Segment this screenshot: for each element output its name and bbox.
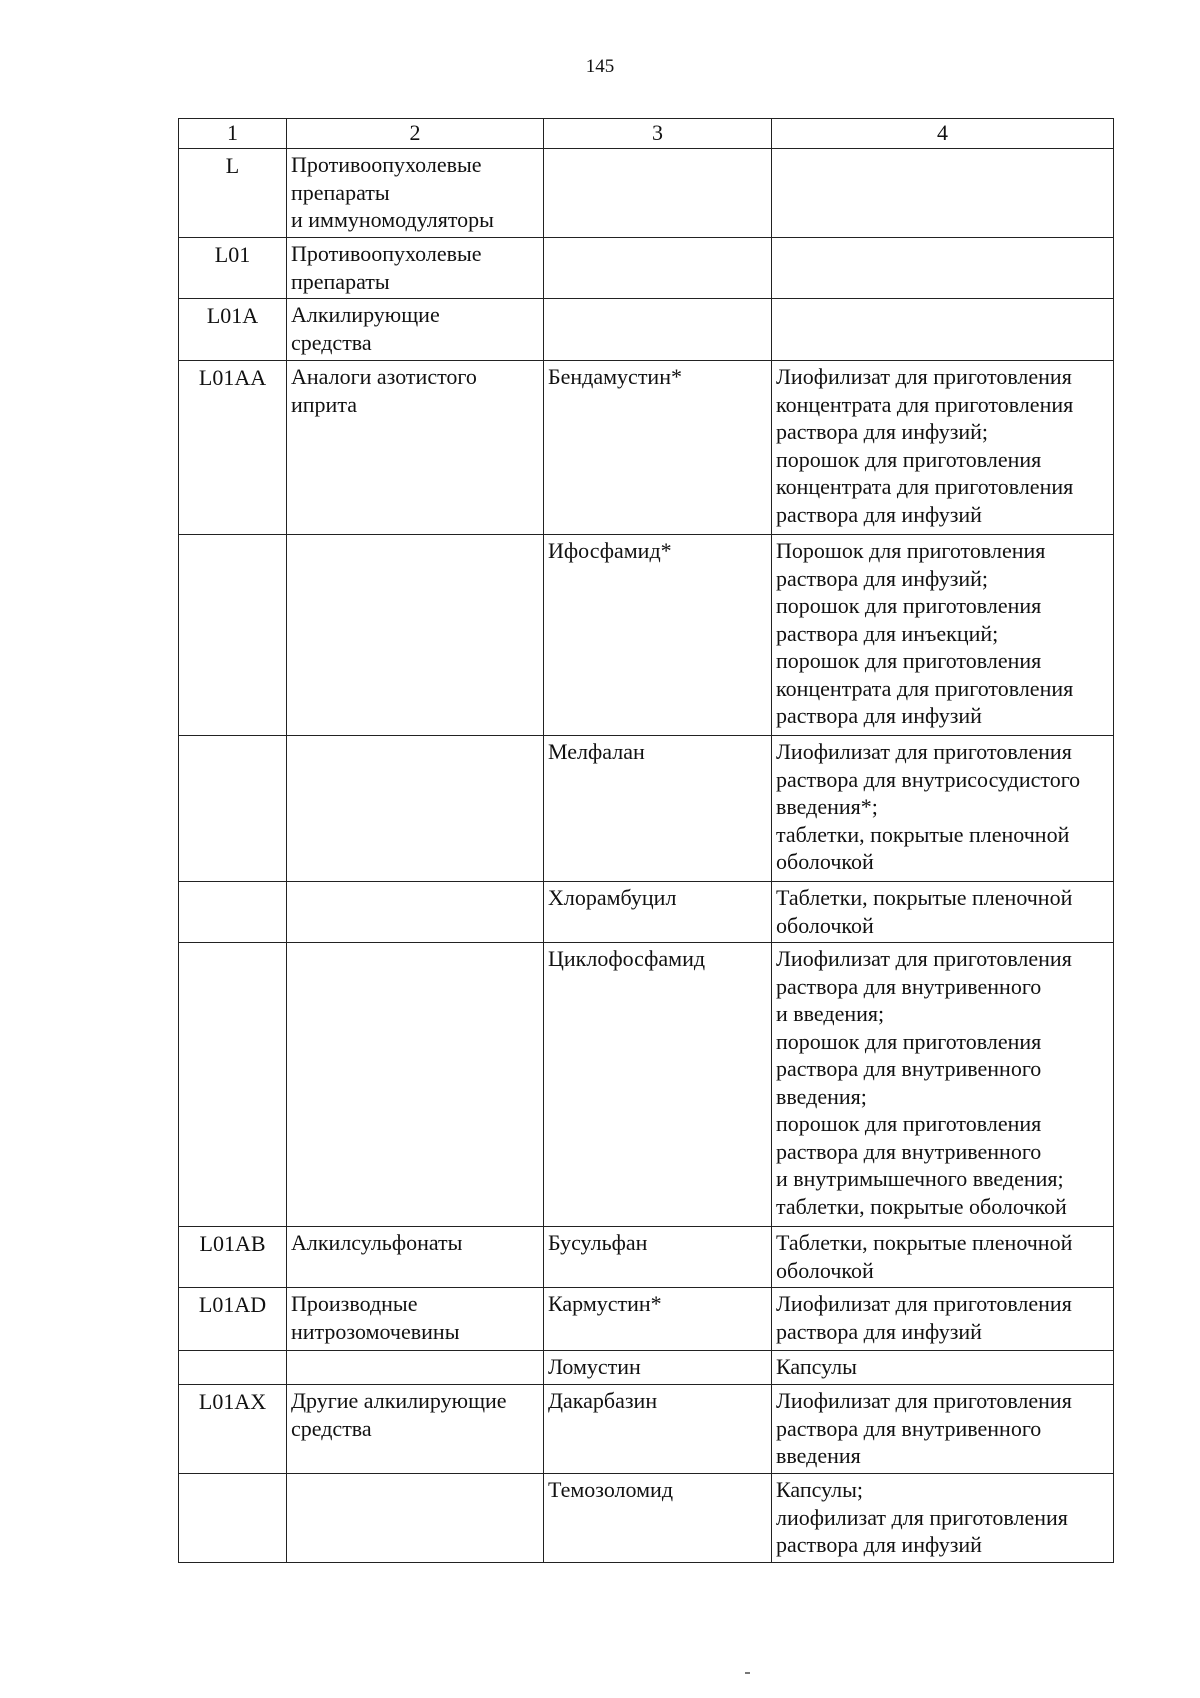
dosage-form: Таблетки, покрытые пленочной оболочкой bbox=[772, 882, 1114, 943]
table-row bbox=[179, 361, 1114, 535]
group-name: Производные нитрозомочевины bbox=[287, 1288, 544, 1351]
group-name: Аналоги азотистого иприта bbox=[287, 361, 544, 535]
column-header: 3 bbox=[544, 119, 772, 149]
drug-name: Дакарбазин bbox=[544, 1385, 772, 1474]
drug-name bbox=[544, 149, 772, 238]
group-name bbox=[287, 943, 544, 1227]
dosage-form: Таблетки, покрытые пленочной оболочкой bbox=[772, 1227, 1114, 1288]
drug-name: Кармустин* bbox=[544, 1288, 772, 1351]
atc-code: L bbox=[179, 149, 287, 238]
dosage-form: Капсулы bbox=[772, 1351, 1114, 1385]
atc-code: L01 bbox=[179, 238, 287, 299]
atc-code: L01AD bbox=[179, 1288, 287, 1351]
drug-name: Циклофосфамид bbox=[544, 943, 772, 1227]
table-row bbox=[179, 1351, 1114, 1385]
column-header: 1 bbox=[179, 119, 287, 149]
table-row bbox=[179, 943, 1114, 1227]
dosage-form: Лиофилизат для приготовления концентрата для приготовления раствора для инфузий; порошок для приготовления концентрата для приготовления раствора для инфузий bbox=[772, 361, 1114, 535]
drug-name bbox=[544, 238, 772, 299]
group-name bbox=[287, 1351, 544, 1385]
atc-code bbox=[179, 535, 287, 736]
table-row bbox=[179, 1385, 1114, 1474]
atc-code bbox=[179, 736, 287, 882]
group-name: Противоопухолевые препараты и иммуномодуляторы bbox=[287, 149, 544, 238]
scan-artifact bbox=[745, 1672, 750, 1674]
group-name: Противоопухолевые препараты bbox=[287, 238, 544, 299]
atc-code: L01AB bbox=[179, 1227, 287, 1288]
group-name: Алкилирующие средства bbox=[287, 299, 544, 361]
dosage-form: Порошок для приготовления раствора для инфузий; порошок для приготовления раствора для инъекций; порошок для приготовления концентрата для приготовления раствора для инфузий bbox=[772, 535, 1114, 736]
table-row bbox=[179, 299, 1114, 361]
table-row bbox=[179, 149, 1114, 238]
dosage-form: Капсулы; лиофилизат для приготовления раствора для инфузий bbox=[772, 1474, 1114, 1563]
atc-code: L01AX bbox=[179, 1385, 287, 1474]
drug-table bbox=[178, 118, 1114, 1563]
dosage-form: Лиофилизат для приготовления раствора для внутрисосудистого введения*; таблетки, покрытые пленочной оболочкой bbox=[772, 736, 1114, 882]
column-header: 4 bbox=[772, 119, 1114, 149]
atc-code bbox=[179, 1351, 287, 1385]
table-row bbox=[179, 882, 1114, 943]
group-name: Алкилсульфонаты bbox=[287, 1227, 544, 1288]
dosage-form bbox=[772, 149, 1114, 238]
drug-name bbox=[544, 299, 772, 361]
page-number: 145 bbox=[585, 56, 615, 77]
dosage-form: Лиофилизат для приготовления раствора для инфузий bbox=[772, 1288, 1114, 1351]
group-name bbox=[287, 535, 544, 736]
table-row bbox=[179, 736, 1114, 882]
atc-code: L01AA bbox=[179, 361, 287, 535]
table-row bbox=[179, 238, 1114, 299]
dosage-form: Лиофилизат для приготовления раствора для внутривенного введения bbox=[772, 1385, 1114, 1474]
table-row bbox=[179, 535, 1114, 736]
atc-code: L01A bbox=[179, 299, 287, 361]
atc-code bbox=[179, 882, 287, 943]
dosage-form: Лиофилизат для приготовления раствора для внутривенного и введения; порошок для приготовления раствора для внутривенного введения; порошок для приготовления раствора для внутривенного и внутримышечного введения; таблетки, покрытые оболочкой bbox=[772, 943, 1114, 1227]
drug-name: Темозоломид bbox=[544, 1474, 772, 1563]
dosage-form bbox=[772, 299, 1114, 361]
table-row bbox=[179, 1474, 1114, 1563]
drug-name: Хлорамбуцил bbox=[544, 882, 772, 943]
dosage-form bbox=[772, 238, 1114, 299]
drug-name: Бендамустин* bbox=[544, 361, 772, 535]
atc-code bbox=[179, 1474, 287, 1563]
drug-name: Бусульфан bbox=[544, 1227, 772, 1288]
group-name bbox=[287, 736, 544, 882]
drug-name: Мелфалан bbox=[544, 736, 772, 882]
group-name bbox=[287, 1474, 544, 1563]
group-name: Другие алкилирующие средства bbox=[287, 1385, 544, 1474]
group-name bbox=[287, 882, 544, 943]
table-row bbox=[179, 1227, 1114, 1288]
drug-name: Ломустин bbox=[544, 1351, 772, 1385]
atc-code bbox=[179, 943, 287, 1227]
column-header: 2 bbox=[287, 119, 544, 149]
drug-name: Ифосфамид* bbox=[544, 535, 772, 736]
table-header-row bbox=[179, 119, 1114, 149]
table-row bbox=[179, 1288, 1114, 1351]
